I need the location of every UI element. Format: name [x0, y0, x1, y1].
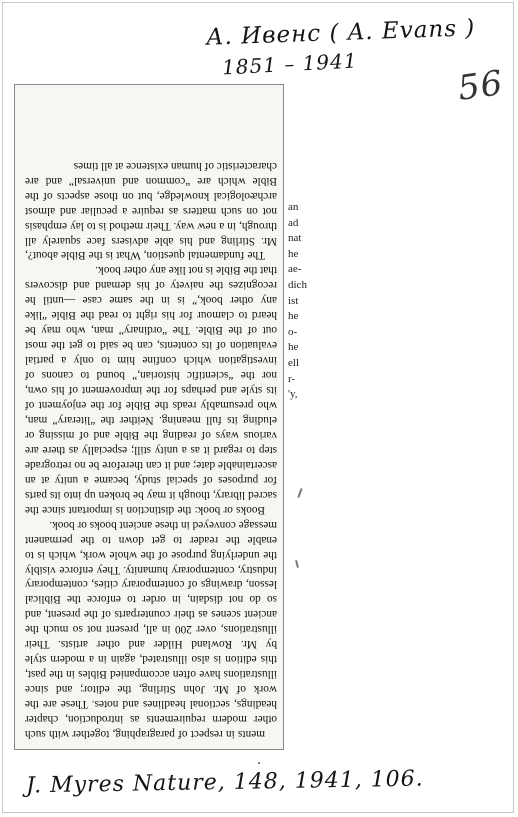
edge-fragment: he	[288, 341, 299, 354]
edge-fragment: o-	[288, 325, 298, 338]
clipping-paragraph-3: The fundamental question, What is the Bible about?, Mr. Stirling and his able advisers face squarely all through, in a new way. Their method is to lay emphasis not on such matters as require a peculiar and almost archæological knowledge, but on those aspects of the Bible which are “common and universal” and are characteristic of human existence at all times	[25, 159, 277, 262]
edge-fragment: an	[288, 201, 299, 213]
edge-fragment: nat	[288, 232, 302, 245]
edge-fragment: ad	[288, 216, 299, 229]
edge-fragment: ell	[288, 356, 299, 369]
edge-fragment: dich	[288, 278, 307, 291]
edge-fragment: 'y,	[288, 388, 298, 401]
newspaper-clipping	[14, 84, 284, 750]
edge-fragment: he	[288, 247, 299, 260]
clipping-text-column	[25, 158, 277, 741]
adjacent-column-fragments	[288, 200, 308, 403]
edge-fragment: he	[288, 310, 299, 323]
clipping-paragraph-1: ments in respect of paragraphing, together with such other modern requirements as introduction, chapter headings, sectional headlines and notes. These are the work of Mr. John Stirling, the editor; and since illustrations have often accompanied Bibles in the past, this edition is also illustrated, again in a modern style by Mr. Rowland Hilder and other artists. Their illustrations, over 200 in all, present not so much the ancient scenes as their counterparts of the present, and so do not disdain, in order to enforce the Biblical lesson, drawings of contemporary cities, contemporary industry, contemporary humanity. They enforce visibly the underlying purpose of the whole work, which is to enable the reader to get down to the permanent message conveyed in these ancient books or book.	[25, 518, 277, 740]
author-annotation: А. Ивенс ( A. Evans )	[205, 15, 476, 51]
clipping-paragraph-2: Books or book: the distinction is important since the sacred library, though it may be broken up into its parts for purposes of special study, became a unity at an ascertainable date; and it can therefore be no retrograde step to regard it as a unity still; especially as there are various ways of reading the Bible and of missing or eluding its full meaning. Neither the “literary” man, who presumably reads the Bible for the enjoyment of its style and perhaps for the improvement of his own, nor the “scientific historian,” bound to canons of investigation which confine him to only a partial evaluation of its contents, can be said to get the most out of the Bible. The “ordinary” man, who may be heard to clamour for his right to read the Bible “like any other book,” is in the same case —until he recognizes the naivety of his demand and discovers that the Bible is not like any other book.	[25, 264, 277, 516]
paper-speck	[258, 762, 260, 764]
edge-fragment: ae-	[288, 263, 302, 276]
edge-fragment: ist	[288, 294, 299, 307]
citation-annotation: J. Myres Nature, 148, 1941, 106.	[25, 766, 424, 799]
clipping-rotated-content	[15, 85, 284, 750]
years-annotation: 1851 – 1941	[221, 48, 359, 80]
page-number-annotation: 56	[455, 63, 506, 109]
edge-fragment: r-	[288, 372, 296, 385]
